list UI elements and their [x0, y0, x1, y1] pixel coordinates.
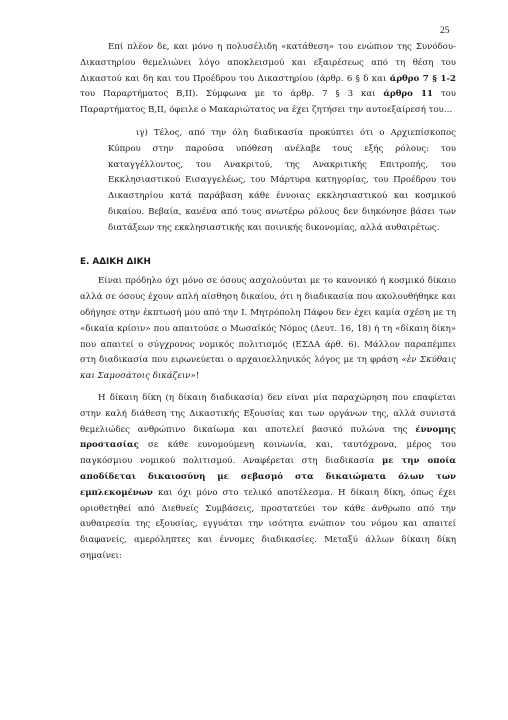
- emphasis-text: με την οποία αποδίδεται δικαιοσύνη με σεβασμό στα δικαιώματα όλων των εμπλεκομένων: [80, 456, 456, 498]
- paragraph-text: Επί πλέον δε, και μόνο η πολυσέλιδη «κατάθεση» του ενώπιον της Συνόδου-Δικαστηρίου θεμελιώνει λόγο αποκλεισμού και εξαιρέσεως από τη θέση του Δικαστού και δη και του Προέδρου του Δικαστηρίου (άρθρ. 6 § δ και: [80, 42, 456, 84]
- paragraph-fair-trial: [80, 391, 456, 565]
- emphasis-text: έννομης προστασίας: [80, 424, 456, 451]
- quotation: «ἐν Σκύθαις και Σαμοσάτοις δικάζειν»: [80, 355, 457, 382]
- article-reference: άρθρο 11: [383, 89, 433, 100]
- paragraph-text: και όχι μόνο στο τελικό αποτέλεσμα. Η δίκαιη δίκη, όπως έχει οριοθετηθεί από Διεθνείς Συμβάσεις, προστατεύει τον κάθε άνθρωπο από την αυθαιρεσία της εξουσίας, εγγυάται την ισότητα ενώπιον του νόμου και απαιτεί διαφανείς, αμερόληπτες και έννομες διαδικασίες. Μεταξύ άλλων δίκαιη δίκη σημαίνει:: [80, 487, 456, 561]
- paragraph-text: σε κάθε ευνομούμενη κοινωνία, και, ταυτόχρονα, μέρος του παγκόσμιου νομικού πολιτισμού. Αναφέρεται στη διαδικασία: [80, 440, 456, 467]
- paragraph-text: Η δίκαιη δίκη (η δίκαιη διαδικασία) δεν είναι μία παραχώρηση που επαφίεται στην καλή διάθεση της Δικαστικής Εξουσίας και των οργάνων της, αλλά συνιστά θεμελιώδες ανθρώπινο δικαίωμα και αποτελεί βασικό πυλώνα της: [80, 392, 456, 435]
- paragraph-unfair-trial: [80, 274, 456, 385]
- section-heading: Ε. ΑΔΙΚΗ ΔΙΚΗ: [80, 256, 151, 267]
- paragraph-text: !: [195, 371, 200, 382]
- page-number: 25: [440, 26, 450, 36]
- page-body: [80, 40, 456, 565]
- paragraph-text: του Παραρτήματος Β,ΙΙ, όφειλε ο Μακαριώτατος να έχει ζητήσει την αυτοεξαίρεσή του…: [80, 89, 456, 116]
- paragraph-deposition: [80, 40, 456, 119]
- paragraph-roles: ιγ) Τέλος, από την όλη διαδικασία προκύπτει ότι ο Αρχιεπίσκοπος Κύπρου στην παρούσα υπόθεση ανέλαβε τους εξής ρόλους: του καταγγέλλοντος, του Ανακριτού, της Ανακριτικής Επιτροπής, του Εκκλησιαστικού Εισαγγελέως, του Μάρτυρα κατηγορίας, του Προέδρου του Δικαστηρίου κατά παράβαση κάθε έννοιας εκκλησιαστικού και κοσμικού δικαίου. Βεβαία, κανένα από τους ανωτέρω ρόλους δεν διηκόνησε βάσει των διατάξεων της εκκλησιαστικής και ποινικής δικονομίας, αλλά αυθαιρέτως.: [108, 127, 456, 233]
- article-reference: άρθρο 7 § 1-2: [389, 73, 457, 84]
- paragraph-text: του Παραρτήματος Β,ΙΙ). Σύμφωνα με το άρθρ. 7 § 3 και: [80, 89, 384, 100]
- paragraph-text: Είναι πρόδηλο όχι μόνο σε όσους ασχολούνται με το κανονικό ή κοσμικό δίκαιο αλλά σε όσους έχουν απλή αίσθηση δικαίου, ότι η διαδικασία που ακολουθήθηκε και οδήγησε στην έκπτωσή μου από την Ι. Μητρόπολη Πάφου δεν έχει καμία σχέση με τη «δικαία κρίσιν» που απαιτούσε ο Μωσαϊκός Νόμος (Δευτ. 16, 18) ή τη «δίκαιη δίκη» που απαιτεί ο σύγχρονος νομικός πολιτισμός (ΕΣΔΑ άρθ. 6). Μάλλον παραπέμπει στη διαδικασία που ειρωνεύεται ο αρχαιοελληνικός λόγος με τη φράση: [80, 276, 456, 366]
